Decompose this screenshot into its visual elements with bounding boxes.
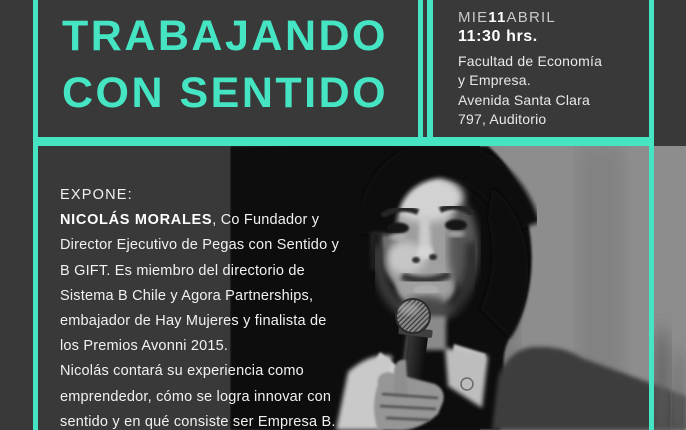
event-time: 11:30 hrs. <box>458 28 538 45</box>
event-day-number: 11 <box>488 9 507 26</box>
bio-line: Sistema B Chile y Agora Partnerships, <box>60 287 314 304</box>
title-line-1: TRABAJANDO <box>62 12 388 60</box>
poster-title <box>62 8 388 122</box>
bio-line: embajador de Hay Mujeres y finalista de <box>60 313 327 330</box>
bio-line: emprendedor, cómo se logra innovar con <box>60 388 332 405</box>
event-details <box>458 8 648 129</box>
frame-left-line <box>33 0 38 430</box>
title-line-2: CON SENTIDO <box>62 69 389 117</box>
event-date <box>458 8 648 27</box>
frame-right-line <box>649 0 654 430</box>
speaker-name-line <box>60 208 339 233</box>
bio-line: Nicolás contará su experiencia como <box>60 363 304 380</box>
venue-line-1: Facultad de Economía <box>458 53 603 69</box>
horizontal-divider-band <box>33 137 654 146</box>
bio-line: los Premios Avonni 2015. <box>60 338 229 355</box>
event-day-abbrev: MIE <box>458 9 489 26</box>
details-box-left-border <box>427 0 433 137</box>
venue-line-4: 797, Auditorio <box>458 110 547 127</box>
bio-line: Director Ejecutivo de Pegas con Sentido y <box>60 237 340 254</box>
speaker-bio <box>60 183 339 430</box>
event-venue <box>458 52 648 129</box>
venue-line-3: Avenida Santa Clara <box>458 91 590 108</box>
bio-line: B GIFT. Es miembro del directorio de <box>60 262 305 279</box>
event-month: ABRIL <box>506 9 556 26</box>
speaker-label: EXPONE: <box>60 187 133 203</box>
speaker-name: NICOLÁS MORALES <box>60 212 213 229</box>
bio-line: sentido y en qué consiste ser Empresa B. <box>60 413 336 430</box>
speaker-name-suffix: , Co Fundador y <box>212 212 320 229</box>
venue-line-2: y Empresa. <box>458 72 531 89</box>
title-box-right-border <box>418 0 423 137</box>
